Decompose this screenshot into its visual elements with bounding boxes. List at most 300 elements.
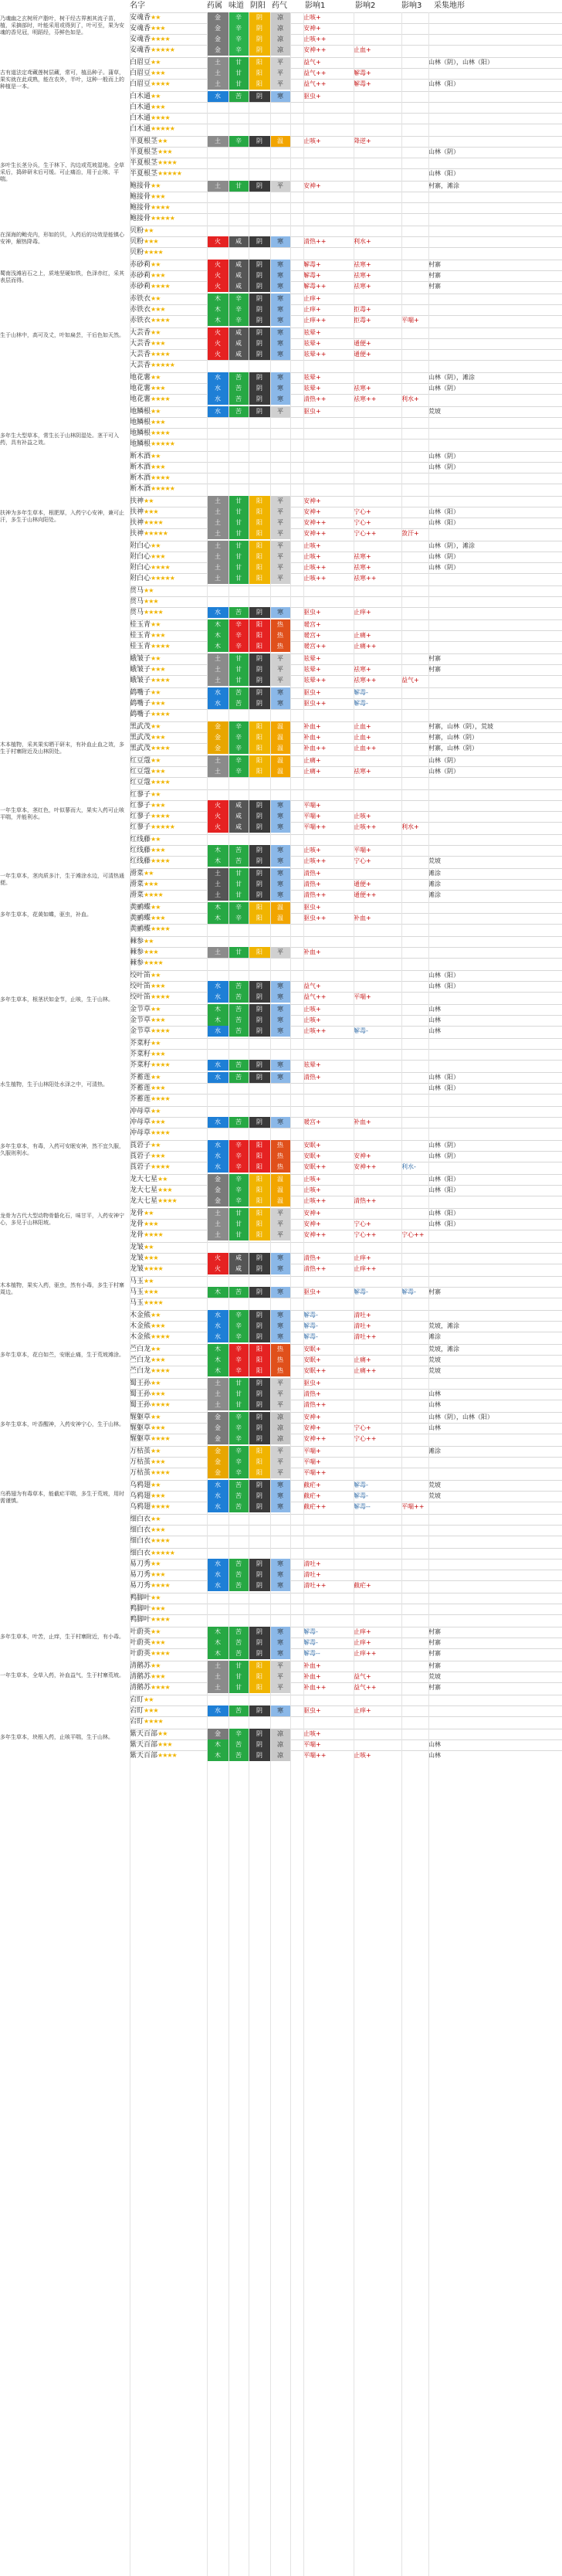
- effect-1: 安神+: [303, 497, 321, 504]
- effect-2: 止痛+: [354, 1356, 371, 1363]
- effect-2: 止血++: [354, 745, 377, 752]
- effect-1: 解毒+: [303, 261, 321, 268]
- herb-name-text: 醒躯草: [130, 1424, 151, 1432]
- herb-name-text: 红蓼子: [130, 791, 151, 799]
- qi-cell: 凉: [270, 1750, 290, 1761]
- table-row: [130, 562, 562, 573]
- qi-cell: 平: [270, 947, 290, 958]
- rarity-stars-icon: ★★★★: [151, 317, 170, 324]
- herb-name: [130, 1026, 178, 1037]
- rarity-stars-icon: ★★★★: [151, 1469, 170, 1476]
- effect-2: 益气+: [354, 1673, 371, 1680]
- effect-1: 止痒++: [303, 317, 327, 324]
- habitat: 山林（阴）: [428, 553, 459, 560]
- element-cell: 水: [207, 1140, 229, 1151]
- herb-name: [130, 800, 178, 811]
- rarity-stars-icon: ★★★★★: [151, 575, 174, 582]
- table-row: [130, 596, 562, 607]
- taste-cell: 辛: [229, 23, 249, 34]
- herb-name: [130, 1638, 178, 1648]
- yinyang-cell: 阴: [249, 236, 270, 247]
- herb-description: 多叶生长茎分兵，生于林下、沟边或荒坡湿地。全草采后，捣碎研末后可缓。可止痛治，用于止咳、平喘。: [0, 162, 124, 182]
- herb-name-text: 鹤嘴子: [130, 700, 151, 708]
- rarity-stars-icon: ★★★: [151, 700, 165, 707]
- effect-1: 益气+: [303, 59, 321, 66]
- table-row: [130, 675, 562, 686]
- element-cell: 金: [207, 732, 229, 743]
- habitat: 山林（阴）: [428, 463, 459, 470]
- herb-name-text: 鲍接骨: [130, 193, 151, 201]
- table-row: [130, 12, 562, 23]
- rarity-stars-icon: ★★★: [151, 1605, 165, 1612]
- table-row: [130, 1378, 562, 1389]
- effect-2: 宁心+: [354, 857, 371, 864]
- herb-name: [130, 1344, 178, 1355]
- habitat: 山林（阳）: [428, 1084, 459, 1091]
- qi-cell: 热: [270, 641, 290, 652]
- rarity-stars-icon: ★★: [151, 655, 161, 662]
- rarity-stars-icon: ★★★★: [151, 813, 170, 820]
- table-row: [130, 1015, 562, 1026]
- column-divider: [428, 12, 429, 2576]
- qi-cell: 温: [270, 902, 290, 913]
- herb-name-text: 棘参: [130, 938, 144, 945]
- rarity-stars-icon: ★★: [151, 1142, 161, 1149]
- element-cell: 木: [207, 856, 229, 867]
- table-row: [130, 247, 562, 258]
- herb-name: [130, 675, 178, 686]
- effect-1: 平喘+: [303, 1741, 321, 1748]
- herb-name: [130, 1298, 178, 1308]
- taste-cell: 甘: [229, 518, 249, 528]
- effect-1: 截疟+: [303, 1492, 321, 1499]
- herb-name-text: 龙骨: [130, 1231, 144, 1239]
- taste-cell: 甘: [229, 1378, 249, 1389]
- qi-cell: 平: [270, 1672, 290, 1682]
- table-row: [130, 406, 562, 417]
- taste-cell: 辛: [229, 1332, 249, 1342]
- element-cell: 土: [207, 1672, 229, 1682]
- yinyang-cell: 阴: [249, 45, 270, 56]
- herb-name: [130, 1457, 178, 1468]
- taste-cell: 苦: [229, 1072, 249, 1083]
- herb-name: [130, 1434, 178, 1444]
- qi-cell: 平: [270, 1400, 290, 1410]
- effect-2: 利水+: [354, 238, 371, 245]
- habitat: 山林（阴），滩涂: [428, 542, 475, 549]
- herb-name: [130, 619, 178, 630]
- herb-name: [130, 1230, 178, 1240]
- effect-1: 解毒-: [303, 1312, 318, 1319]
- taste-cell: 辛: [229, 766, 249, 777]
- element-cell: 土: [207, 496, 229, 507]
- habitat: 滩涂: [428, 1448, 441, 1454]
- qi-cell: 热: [270, 1366, 290, 1376]
- herb-name: [130, 328, 178, 338]
- qi-cell: 寒: [270, 394, 290, 405]
- herb-name: [130, 958, 178, 969]
- herb-name-text: 鹤嘴子: [130, 711, 151, 718]
- qi-cell: 寒: [270, 1321, 290, 1332]
- effect-2: 降逆+: [354, 137, 371, 144]
- herb-name-text: 白木通: [130, 93, 151, 100]
- table-row: [130, 1480, 562, 1491]
- element-cell: 金: [207, 1196, 229, 1207]
- qi-cell: 凉: [270, 1412, 290, 1423]
- rarity-stars-icon: ★★★: [151, 1118, 165, 1125]
- element-cell: 金: [207, 743, 229, 754]
- table-row: [130, 1468, 562, 1478]
- element-cell: 土: [207, 1378, 229, 1389]
- herb-name-text: 红豆蔻: [130, 757, 151, 765]
- yinyang-cell: 阴: [249, 845, 270, 856]
- taste-cell: 辛: [229, 1344, 249, 1355]
- herb-name: [130, 113, 178, 124]
- effect-1: 安神+: [303, 25, 321, 32]
- effect-2: 宁心+: [354, 1220, 371, 1227]
- effect-1: 安眠+: [303, 1142, 321, 1149]
- element-cell: 火: [207, 800, 229, 811]
- table-row: [130, 428, 562, 439]
- table-row: [130, 192, 562, 202]
- herb-name: [130, 79, 178, 90]
- taste-cell: 甘: [229, 1400, 249, 1410]
- rarity-stars-icon: ★★: [151, 621, 161, 628]
- effect-2: 解毒+: [354, 70, 371, 76]
- table-row: [130, 1344, 562, 1355]
- taste-cell: 甘: [229, 675, 249, 686]
- effect-1: 暖宫+: [303, 621, 321, 628]
- herb-name: [130, 383, 178, 394]
- habitat: 山林（阴），山林（阳）: [428, 1414, 493, 1420]
- qi-cell: 温: [270, 755, 290, 766]
- herb-name-text: 芥蓄莲: [130, 1095, 151, 1103]
- herb-name-text: 贯马: [130, 598, 144, 606]
- taste-cell: 辛: [229, 913, 249, 924]
- herb-name-text: 莨菪子: [130, 1163, 151, 1171]
- herb-name: [130, 1559, 178, 1570]
- element-cell: 土: [207, 552, 229, 562]
- table-row: [130, 260, 562, 270]
- taste-cell: 苦: [229, 1638, 249, 1648]
- habitat: 村寨，滩涂: [428, 182, 459, 189]
- herb-name: [130, 1117, 178, 1128]
- rarity-stars-icon: ★★: [151, 1594, 161, 1601]
- herb-name: [130, 709, 178, 720]
- herb-name: [130, 834, 178, 845]
- table-row: [130, 1648, 562, 1659]
- qi-cell: 平: [270, 1389, 290, 1400]
- herb-name: [130, 641, 178, 652]
- qi-cell: 寒: [270, 607, 290, 618]
- table-row: [130, 202, 562, 213]
- yinyang-cell: 阴: [249, 698, 270, 709]
- herb-name-text: 细白衣: [130, 1537, 151, 1545]
- effect-1: 驱虫+: [303, 408, 321, 415]
- herb-name: [130, 1332, 178, 1342]
- taste-cell: 甘: [229, 890, 249, 901]
- element-cell: 水: [207, 1310, 229, 1321]
- yinyang-cell: 阴: [249, 1705, 270, 1716]
- yinyang-cell: 阴: [249, 1412, 270, 1423]
- effect-2: 平喘+: [354, 993, 371, 1000]
- rarity-stars-icon: ★★★★★: [151, 361, 174, 368]
- herb-name: [130, 573, 178, 584]
- herb-name-text: 黄鹂蝶: [130, 904, 151, 911]
- herb-name-text: 白眉豆: [130, 59, 151, 66]
- yinyang-cell: 阳: [249, 1185, 270, 1196]
- rarity-stars-icon: ★★: [144, 587, 154, 594]
- element-cell: 金: [207, 1434, 229, 1444]
- herb-name: [130, 168, 181, 179]
- qi-cell: 寒: [270, 1648, 290, 1659]
- herb-name-text: 贯马: [130, 587, 144, 595]
- taste-cell: 咸: [229, 270, 249, 281]
- effect-1: 止咳+: [303, 542, 321, 549]
- yinyang-cell: 阳: [249, 562, 270, 573]
- effect-2: 清热++: [354, 1197, 377, 1204]
- herb-name: [130, 1094, 178, 1105]
- herb-name: [130, 755, 178, 766]
- table-row: [130, 1593, 562, 1604]
- table-row: [130, 1536, 562, 1546]
- table-row: [130, 811, 562, 822]
- habitat: 山林（阳）: [428, 508, 459, 515]
- herb-description: 古有道法定鸢藏莲树层藏，常可，植品种子。蒲草，果实就在此成熟，能在农外，半叶，这种一般而上的种植是一本。: [0, 70, 124, 90]
- effect-2: 解毒-: [354, 1481, 368, 1488]
- element-cell: 水: [207, 406, 229, 417]
- herb-name: [130, 607, 178, 618]
- taste-cell: 苦: [229, 1287, 249, 1298]
- effect-1: 暖宫++: [303, 643, 327, 650]
- herb-name-text: 贝粉: [130, 227, 144, 235]
- table-row: [130, 1750, 562, 1761]
- taste-cell: 辛: [229, 1162, 249, 1173]
- qi-cell: 平: [270, 181, 290, 192]
- effect-1: 截疟+: [303, 1481, 321, 1488]
- element-cell: 木: [207, 1355, 229, 1366]
- rarity-stars-icon: ★★★: [144, 1707, 158, 1714]
- rarity-stars-icon: ★★★★: [144, 1718, 163, 1725]
- effect-2: 清吐+: [354, 1322, 371, 1329]
- herb-name: [130, 924, 178, 935]
- qi-cell: 平: [270, 1208, 290, 1219]
- table-row: [130, 789, 562, 800]
- herb-name-text: 安魂香: [130, 46, 151, 54]
- rarity-stars-icon: ★★: [151, 1108, 161, 1115]
- rarity-stars-icon: ★★★: [151, 419, 165, 426]
- qi-cell: 寒: [270, 1072, 290, 1083]
- qi-cell: 寒: [270, 856, 290, 867]
- habitat: 山林: [428, 1424, 441, 1431]
- header-habitat: 采集地形: [434, 2, 465, 10]
- herb-description: 在深海的鲍壳内，形如的贝，入药后的功效是能镇心安神，解热降毒。: [0, 232, 124, 245]
- rarity-stars-icon: ★★★★: [151, 1684, 170, 1691]
- herb-name-text: 叶蔚英: [130, 1639, 151, 1647]
- herb-name-text: 红线藤: [130, 857, 151, 865]
- effect-1: 平喘++: [303, 1752, 327, 1759]
- herb-name-text: 棘参: [130, 959, 144, 967]
- herb-name-text: 黑武茂: [130, 734, 151, 742]
- effect-1: 止咳+: [303, 847, 321, 854]
- qi-cell: 寒: [270, 992, 290, 1003]
- element-cell: 火: [207, 260, 229, 270]
- element-cell: 木: [207, 845, 229, 856]
- effect-1: 驱虫+: [303, 1707, 321, 1714]
- taste-cell: 辛: [229, 136, 249, 147]
- qi-cell: 温: [270, 721, 290, 732]
- effect-1: 安神++: [303, 1435, 327, 1442]
- herb-name-text: 鸭脚叶: [130, 1605, 151, 1613]
- herb-description: 龙骨为古代大型动物骨骼化石，味甘平，入药安神宁心，多见于山林阳坡。: [0, 1213, 124, 1226]
- table-row: [130, 394, 562, 405]
- herb-name: [130, 743, 178, 754]
- yinyang-cell: 阴: [249, 1739, 270, 1750]
- effect-2: 止血+: [354, 46, 371, 53]
- yinyang-cell: 阴: [249, 1015, 270, 1026]
- qi-cell: 平: [270, 496, 290, 507]
- rarity-stars-icon: ★★: [151, 723, 161, 730]
- qi-cell: 寒: [270, 281, 290, 292]
- rarity-stars-icon: ★★★★: [151, 711, 170, 718]
- qi-cell: 平: [270, 1468, 290, 1478]
- yinyang-cell: 阴: [249, 868, 270, 879]
- table-row: [130, 528, 562, 539]
- rarity-stars-icon: ★★: [151, 972, 161, 979]
- rarity-stars-icon: ★★★: [151, 1673, 165, 1680]
- taste-cell: 辛: [229, 45, 249, 56]
- herb-name: [130, 970, 178, 981]
- rarity-stars-icon: ★★★: [151, 915, 165, 921]
- table-row: [130, 383, 562, 394]
- habitat: 山林: [428, 1016, 441, 1023]
- herb-name: [130, 1695, 178, 1705]
- herb-name-text: 赤铁衣: [130, 317, 151, 324]
- table-row: [130, 573, 562, 584]
- element-cell: 土: [207, 766, 229, 777]
- herb-name-text: 半夏根茎: [130, 148, 158, 156]
- yinyang-cell: 阳: [249, 1196, 270, 1207]
- rarity-stars-icon: ★★★★: [151, 1027, 170, 1034]
- herb-name: [130, 1446, 178, 1457]
- table-row: [130, 451, 562, 462]
- yinyang-cell: 阳: [249, 641, 270, 652]
- herb-name: [130, 1468, 178, 1478]
- qi-cell: 寒: [270, 1264, 290, 1274]
- yinyang-cell: 阴: [249, 1026, 270, 1037]
- rarity-stars-icon: ★★: [151, 1074, 161, 1081]
- qi-cell: 寒: [270, 1627, 290, 1638]
- rarity-stars-icon: ★★★★: [151, 745, 170, 752]
- qi-cell: 平: [270, 1378, 290, 1389]
- effect-1: 清热++: [303, 1265, 327, 1272]
- table-row: [130, 1604, 562, 1614]
- herb-name-text: 绞叶笛: [130, 993, 151, 1001]
- taste-cell: 辛: [229, 294, 249, 304]
- rarity-stars-icon: ★★★: [151, 983, 165, 989]
- rarity-stars-icon: ★★★: [151, 272, 165, 279]
- effect-2: 平喘+: [354, 847, 371, 854]
- table-row: [130, 328, 562, 338]
- habitat: 村寨: [428, 272, 441, 279]
- effect-2: 止痒+: [354, 609, 371, 616]
- herb-description: 多年生草本，花黄如蝶，驱虫，补血。: [0, 911, 92, 918]
- herb-name: [130, 507, 178, 518]
- herb-name: [130, 45, 178, 56]
- herb-name-text: 万枯茧: [130, 1448, 151, 1455]
- yinyang-cell: 阴: [249, 338, 270, 349]
- herb-name-text: 清鹅苏: [130, 1662, 151, 1670]
- yinyang-cell: 阴: [249, 304, 270, 315]
- table-row: [130, 1457, 562, 1468]
- herb-name: [130, 439, 178, 450]
- rarity-stars-icon: ★★★★: [151, 1367, 170, 1374]
- yinyang-cell: 阴: [249, 328, 270, 338]
- habitat: 山林（阳）: [428, 1074, 459, 1081]
- table-row: [130, 1705, 562, 1716]
- qi-cell: 寒: [270, 349, 290, 360]
- herb-name: [130, 1661, 178, 1672]
- element-cell: 水: [207, 1332, 229, 1342]
- effect-2: 祛寒++: [354, 677, 377, 684]
- effect-2: 宁心+: [354, 1424, 371, 1431]
- table-row: [130, 1174, 562, 1185]
- taste-cell: 苦: [229, 1559, 249, 1570]
- element-cell: 土: [207, 664, 229, 675]
- taste-cell: 辛: [229, 1185, 249, 1196]
- effect-1: 清热+: [303, 870, 321, 877]
- habitat: 山林（阴）: [428, 564, 459, 571]
- element-cell: 水: [207, 607, 229, 618]
- table-row: [130, 102, 562, 113]
- rarity-stars-icon: ★★★★: [151, 114, 170, 121]
- yinyang-cell: 阴: [249, 136, 270, 147]
- herb-name-text: 龙大七星: [130, 1186, 158, 1194]
- effect-1: 解毒++: [303, 283, 327, 290]
- herb-name: [130, 845, 178, 856]
- herb-name-text: 鹤嘴子: [130, 689, 151, 697]
- taste-cell: 苦: [229, 1580, 249, 1591]
- habitat: 村寨: [428, 1288, 441, 1295]
- table-row: [130, 45, 562, 56]
- qi-cell: 寒: [270, 868, 290, 879]
- taste-cell: 辛: [229, 1321, 249, 1332]
- header-effect-3: 影响3: [401, 2, 422, 10]
- rarity-stars-icon: ★★: [151, 1481, 161, 1488]
- herb-name: [130, 1604, 178, 1614]
- herb-name: [130, 1648, 178, 1659]
- taste-cell: 甘: [229, 1682, 249, 1693]
- herb-name: [130, 1570, 178, 1580]
- taste-cell: 辛: [229, 641, 249, 652]
- yinyang-cell: 阴: [249, 372, 270, 383]
- yinyang-cell: 阳: [249, 1355, 270, 1366]
- herb-name-text: 白木通: [130, 114, 151, 122]
- habitat: 荒坡: [428, 408, 441, 415]
- yinyang-cell: 阳: [249, 1366, 270, 1376]
- rarity-stars-icon: ★★★: [151, 306, 165, 313]
- element-cell: 土: [207, 79, 229, 90]
- herb-name: [130, 1310, 178, 1321]
- yinyang-cell: 阴: [249, 1378, 270, 1389]
- element-cell: 土: [207, 181, 229, 192]
- qi-cell: 平: [270, 528, 290, 539]
- table-row: [130, 981, 562, 992]
- effect-1: 补血+: [303, 734, 321, 741]
- taste-cell: 咸: [229, 1264, 249, 1274]
- qi-cell: 寒: [270, 236, 290, 247]
- effect-1: 安神++: [303, 530, 327, 537]
